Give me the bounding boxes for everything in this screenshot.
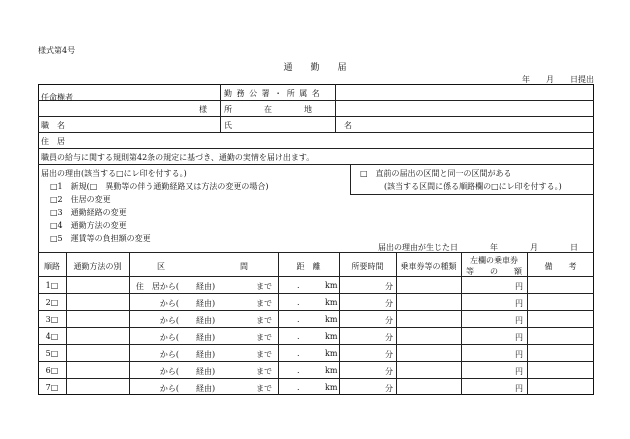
row-via: 経由) bbox=[196, 299, 216, 308]
row-time-unit: 分 bbox=[385, 299, 393, 308]
declaration-text: 職員の給与に関する規則第42条の規定に基づき、通勤の実情を届け出ます。 bbox=[41, 153, 315, 162]
row-to: まで bbox=[256, 299, 272, 308]
residence-label: 住 居 bbox=[41, 137, 65, 146]
same-section-note: (該当する区間に係る順路欄の□にレ印を付する。) bbox=[384, 182, 562, 191]
row-to: まで bbox=[256, 316, 272, 325]
row-amount-unit: 円 bbox=[515, 367, 523, 376]
th-time: 所要時間 bbox=[351, 262, 384, 271]
row-order-checkbox[interactable]: 2□ bbox=[45, 298, 59, 307]
row-via: 経由) bbox=[196, 333, 216, 342]
row-to: まで bbox=[256, 333, 272, 342]
row-distance-dot: . bbox=[297, 383, 300, 392]
appointer-label: 任命権者 bbox=[41, 93, 73, 102]
row-to: まで bbox=[256, 350, 272, 359]
row-order-checkbox[interactable]: 7□ bbox=[45, 383, 59, 392]
th-order: 順路 bbox=[44, 262, 60, 271]
form-number: 様式第4号 bbox=[38, 46, 76, 55]
row-from: から( bbox=[159, 333, 179, 342]
row-via: 経由) bbox=[196, 350, 216, 359]
row-via: 経由) bbox=[196, 367, 216, 376]
row-amount-unit: 円 bbox=[515, 316, 523, 325]
row-amount-unit: 円 bbox=[515, 333, 523, 342]
row-time-unit: 分 bbox=[385, 316, 393, 325]
location-label: 所 在 地 bbox=[224, 105, 312, 114]
row-distance-unit: km bbox=[325, 366, 338, 375]
row-from: から( bbox=[159, 367, 179, 376]
row-to: まで bbox=[256, 282, 272, 291]
th-distance: 距 離 bbox=[296, 262, 321, 271]
th-section-b: 間 bbox=[240, 262, 248, 271]
reason-item-4[interactable]: □4 通勤方法の変更 bbox=[50, 221, 127, 230]
row-from: から( bbox=[159, 299, 179, 308]
row-distance-dot: . bbox=[297, 281, 300, 290]
reason-item-1[interactable]: □1 新規(□ 異動等の伴う通勤経路又は方法の変更の場合) bbox=[50, 182, 269, 191]
th-ticket-amount-1: 左欄の乗車券 bbox=[470, 256, 518, 265]
row-order-checkbox[interactable]: 1□ bbox=[45, 281, 59, 290]
row-time-unit: 分 bbox=[385, 333, 393, 342]
row-via: 経由) bbox=[196, 316, 216, 325]
appointer-honorific: 様 bbox=[199, 105, 207, 114]
job-label: 職 名 bbox=[41, 121, 65, 130]
row-from: から( bbox=[159, 316, 179, 325]
row-distance-dot: . bbox=[297, 315, 300, 324]
row-distance-unit: km bbox=[325, 281, 338, 290]
row-distance-dot: . bbox=[297, 366, 300, 375]
th-ticket-type: 乗車券等の種類 bbox=[400, 262, 457, 271]
row-to: まで bbox=[256, 384, 272, 393]
row-to: まで bbox=[256, 367, 272, 376]
submission-date: 年 月 日提出 bbox=[522, 75, 594, 84]
th-remarks: 備 考 bbox=[544, 262, 577, 271]
row-order-checkbox[interactable]: 4□ bbox=[45, 332, 59, 341]
row-time-unit: 分 bbox=[385, 282, 393, 291]
row-distance-unit: km bbox=[325, 315, 338, 324]
row-order-checkbox[interactable]: 5□ bbox=[45, 349, 59, 358]
occurrence-date: 届出の理由が生じた日 年 月 日 bbox=[378, 243, 578, 252]
reason-heading: 届出の理由(該当する□にレ印を付する。) bbox=[41, 169, 187, 178]
row-distance-unit: km bbox=[325, 383, 338, 392]
row-time-unit: 分 bbox=[385, 350, 393, 359]
row-order-checkbox[interactable]: 6□ bbox=[45, 366, 59, 375]
th-method: 通勤方法の別 bbox=[73, 262, 122, 271]
row-from: 住 居から( bbox=[135, 282, 179, 291]
row-order-checkbox[interactable]: 3□ bbox=[45, 315, 59, 324]
reason-item-5[interactable]: □5 運賃等の負担額の変更 bbox=[50, 234, 151, 243]
row-amount-unit: 円 bbox=[515, 350, 523, 359]
row-via: 経由) bbox=[196, 282, 216, 291]
row-distance-unit: km bbox=[325, 349, 338, 358]
row-distance-unit: km bbox=[325, 332, 338, 341]
row-from: から( bbox=[159, 384, 179, 393]
reason-item-2[interactable]: □2 住居の変更 bbox=[50, 195, 111, 204]
row-amount-unit: 円 bbox=[515, 299, 523, 308]
row-via: 経由) bbox=[196, 384, 216, 393]
row-distance-unit: km bbox=[325, 298, 338, 307]
row-amount-unit: 円 bbox=[515, 282, 523, 291]
row-from: から( bbox=[159, 350, 179, 359]
row-amount-unit: 円 bbox=[515, 384, 523, 393]
form-title: 通 勤 届 bbox=[283, 63, 347, 73]
same-section-checkbox[interactable]: □ 直前の届出の区間と同一の区間がある bbox=[360, 169, 512, 178]
row-distance-dot: . bbox=[297, 349, 300, 358]
row-distance-dot: . bbox=[297, 298, 300, 307]
row-distance-dot: . bbox=[297, 332, 300, 341]
office-label: 勤 務 公 署 ・ 所 属 名 bbox=[224, 89, 321, 98]
row-time-unit: 分 bbox=[385, 367, 393, 376]
reason-item-3[interactable]: □3 通勤経路の変更 bbox=[50, 208, 127, 217]
name-label: 氏 名 bbox=[224, 121, 352, 130]
th-section-a: 区 bbox=[157, 262, 165, 271]
row-time-unit: 分 bbox=[385, 384, 393, 393]
th-ticket-amount-2: 等 の 額 bbox=[466, 267, 522, 276]
